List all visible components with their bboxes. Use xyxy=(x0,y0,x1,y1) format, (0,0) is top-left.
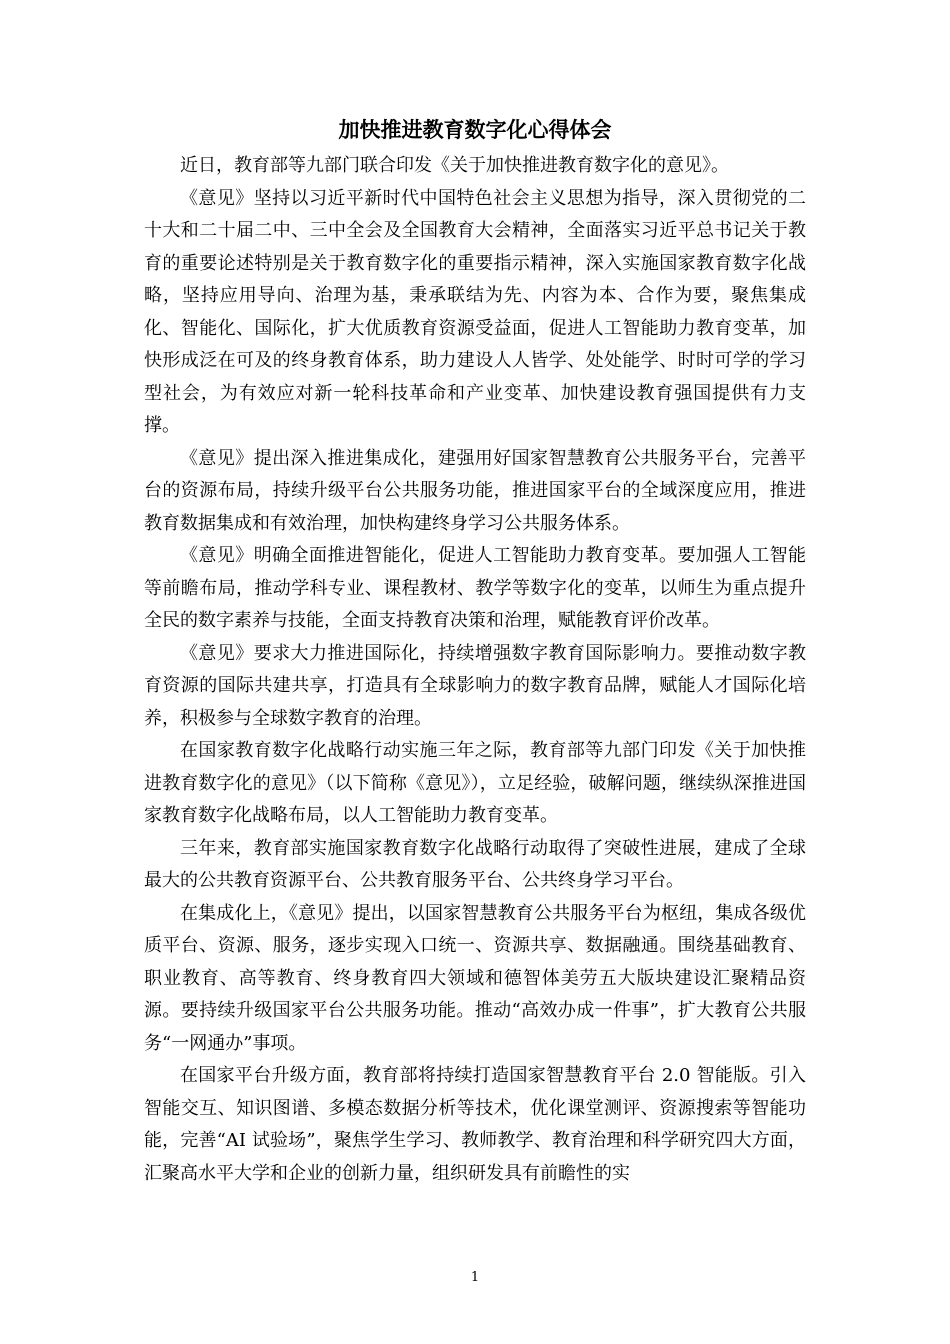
paragraph-9: 在国家平台升级方面，教育部将持续打造国家智慧教育平台 2.0 智能版。引入智能交互、知识图谱、多模态数据分析等技术，优化课堂测评、资源搜索等智能功能，完善“AI 试验场”，聚焦学生学习、教师教学、教育治理和科学研究四大方面，汇聚高水平大学和企业的创新力量，组织研发具有前瞻性的实 xyxy=(144,1065,806,1184)
paragraph-8: 在集成化上，《意见》提出，以国家智慧教育公共服务平台为枢纽，集成各级优质平台、资源、服务，逐步实现入口统一、资源共享、数据融通。围绕基础教育、职业教育、高等教育、终身教育四大领域和德智体美劳五大版块建设汇聚精品资源。要持续升级国家平台公共服务功能。推动“高效办成一件事”，扩大教育公共服务“一网通办”事项。 xyxy=(144,902,806,1054)
document-title: 加快推进教育数字化心得体会 xyxy=(338,117,612,142)
paragraph-1: 近日，教育部等九部门联合印发《关于加快推进教育数字化的意见》。 xyxy=(180,155,729,176)
paragraph-7: 三年来，教育部实施国家教育数字化战略行动取得了突破性进展，建成了全球最大的公共教育资源平台、公共教育服务平台、公共终身学习平台。 xyxy=(144,837,806,891)
page-number: 1 xyxy=(470,1270,480,1285)
paragraph-6: 在国家教育数字化战略行动实施三年之际，教育部等九部门印发《关于加快推进教育数字化的意见》（以下简称《意见》），立足经验，破解问题，继续纵深推进国家教育数字化战略布局，以人工智能助力教育变革。 xyxy=(144,740,806,826)
document-body xyxy=(144,150,806,1190)
paragraph-2: 《意见》坚持以习近平新时代中国特色社会主义思想为指导，深入贯彻党的二十大和二十届二中、三中全会及全国教育大会精神，全面落实习近平总书记关于教育的重要论述特别是关于教育数字化的重要指示精神，深入实施国家教育数字化战略，坚持应用导向、治理为基，秉承联结为先、内容为本、合作为要，聚焦集成化、智能化、国际化，扩大优质教育资源受益面，促进人工智能助力教育变革，加快形成泛在可及的终身教育体系，助力建设人人皆学、处处能学、时时可学的学习型社会，为有效应对新一轮科技革命和产业变革、加快建设教育强国提供有力支撑。 xyxy=(144,187,806,436)
paragraph-3: 《意见》提出深入推进集成化，建强用好国家智慧教育公共服务平台，完善平台的资源布局，持续升级平台公共服务功能，推进国家平台的全域深度应用，推进教育数据集成和有效治理，加快构建终身学习公共服务体系。 xyxy=(144,447,806,534)
paragraph-5: 《意见》要求大力推进国际化，持续增强数字教育国际影响力。要推动数字教育资源的国际共建共享，打造具有全球影响力的数字教育品牌，赋能人才国际化培养，积极参与全球数字教育的治理。 xyxy=(144,642,806,729)
paragraph-4: 《意见》明确全面推进智能化，促进人工智能助力教育变革。要加强人工智能等前瞻布局，推动学科专业、课程教材、教学等数字化的变革，以师生为重点提升全民的数字素养与技能，全面支持教育决策和治理，赋能教育评价改革。 xyxy=(144,545,806,631)
